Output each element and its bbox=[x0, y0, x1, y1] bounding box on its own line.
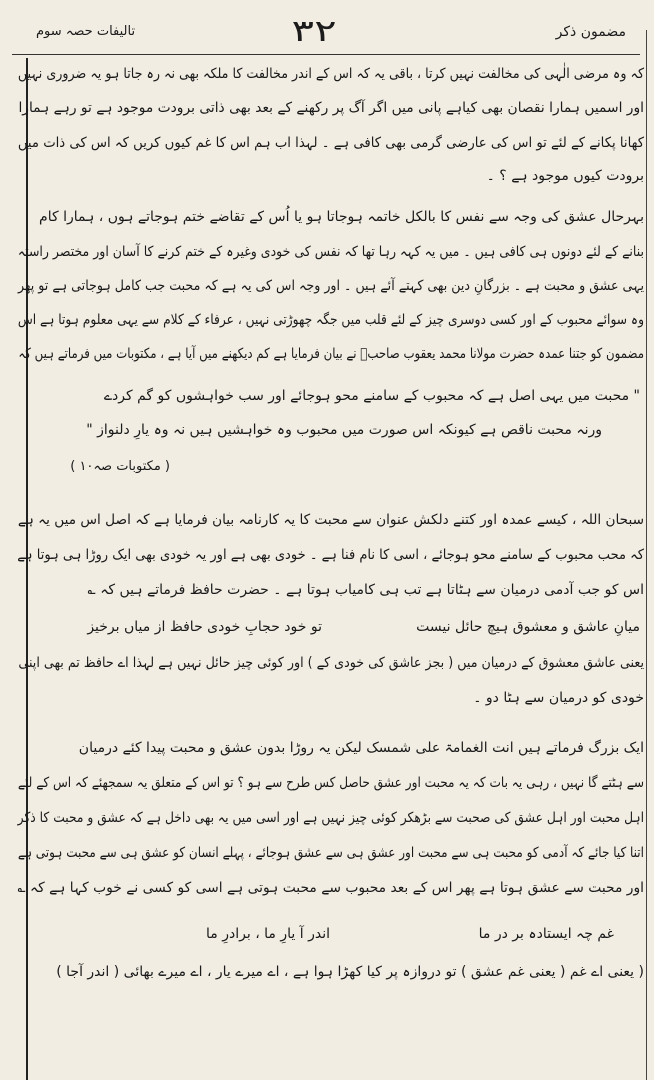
text-line: کہ وہ مرضی الٰہی کی مخالفت نہیں کرتا ، باقی یہ کہ اس کے اندر مخالفت کا ملکہ بھی نہ رہ جاتا ہو یہ ضروری نہیں bbox=[17, 66, 644, 82]
quote-line: ورنہ محبت ناقص ہے کیونکہ اس صورت میں محبوب وہ خواہشیں ہیں نہ وہ یارِ دلنواز " bbox=[86, 422, 602, 438]
text-line: یہی عشق و محبت ہے ۔ بزرگانِ دین بھی کہتے آئے ہیں ۔ اور وجہ اس کی یہ ہے کہ محبت جب کامل ہوجاتی ہے تو پھر bbox=[17, 278, 645, 294]
running-title-left: تالیفات حصہ سوم bbox=[36, 24, 136, 39]
verse-hemistich-1: میانِ عاشق و معشوق ہیچ حائل نیست bbox=[416, 619, 640, 635]
page-header bbox=[0, 0, 654, 60]
text-line: سے ہٹتے گا نہیں ، رہی یہ بات کہ یہ محبت اور عشق حاصل کس طرح سے ہو ؟ تو اس کے متعلق یہ سمجھئے کہ اس کے لئے bbox=[17, 775, 645, 791]
text-line: ( یعنی اے غم ( یعنی غم عشق ) تو دروازہ پر کیا کھڑا ہوا ہے ، اے میرے یار ، اے میرے بھائی ( اندر آجا ) bbox=[56, 964, 644, 980]
right-frame-line bbox=[646, 30, 647, 1080]
text-line: برودت کیوں موجود ہے ؟ ۔ bbox=[486, 168, 644, 184]
verse-hemistich-2: اندر آ یارِ ما ، برادرِ ما bbox=[206, 926, 330, 942]
text-line: اتنا کیا جائے کہ آدمی کو محبت ہی سے محبت اور عشق ہی سے عشق ہوجائے ، پہلے انسان کو عشق ہی سے محبت ہوتی ہے bbox=[17, 845, 644, 861]
page-number: ۳۲ bbox=[291, 14, 337, 49]
verse-hemistich-2: تو خود حجابِ خودی حافظ از میاں برخیز bbox=[87, 619, 322, 635]
citation: ( مکتوبات صہ۱۰ ) bbox=[70, 459, 170, 474]
text-line: اور محبت سے عشق ہوتا ہے پھر اس کے بعد محبوب سے محبت ہوتی ہے اسی کو کسی نے خوب کہا ہے کہ ؎ bbox=[17, 880, 645, 896]
text-line: اور اسمیں ہمارا نقصان بھی کیاہے پانی میں اگر آگ پر رکھنے کے بعد بھی ذاتی برودت موجود ہے تو رہے ہمارا bbox=[18, 100, 644, 116]
text-line: وہ سوائے محبوب کے اور کسی دوسری چیز کے لئے قلب میں جگہ چھوڑتی نہیں ، عرفاء کے کلام سے یہی معلوم ہوتا ہے اس bbox=[17, 312, 644, 328]
text-line: سبحان اللہ ، کیسے عمدہ اور کتنے دلکش عنوان سے محبت کا یہ کارنامہ بیان فرمایا ہے کہ اصل اس میں یہ ہے bbox=[17, 512, 645, 528]
running-title-right: مضمون ذکر bbox=[555, 24, 626, 40]
quote-line: " محبت میں یہی اصل ہے کہ محبوب کے سامنے محو ہوجائے اور سب خواہشوں کو گم کردے bbox=[103, 388, 640, 404]
text-line: مضمون کو جتنا عمدہ حضرت مولانا محمد یعقوب صاحبؒ نے بیان فرمایا ہے کم دیکھنے میں آیا ہے ، مکتوبات میں فرماتے ہیں کہ bbox=[18, 346, 644, 362]
text-line: کہ محب محبوب کے سامنے محو ہوجائے ، اسی کا نام فنا ہے ۔ خودی بھی ہے اور یہ خودی بھی ایک روڑا ہی ہوتا ہے bbox=[17, 547, 644, 563]
text-line: بہرحال عشق کی وجہ سے نفس کا بالکل خاتمہ ہوجاتا ہو یا اُس کے تقاضے ختم ہوجاتے ہوں ، ہمارا کام bbox=[39, 209, 644, 225]
text-line: ایک بزرگ فرماتے ہیں انت الغمامۃ علی شمسک لیکن یہ روڑا بدون عشق و محبت پیدا کئے درمیان bbox=[78, 740, 644, 756]
text-line: بنانے کے لئے دونوں ہی کافی ہیں ۔ میں یہ کہہ رہا تھا کہ نفس کی خودی وغیرہ کے ختم کرنے کا آسان اور مختصر راستہ bbox=[17, 244, 644, 260]
text-line: خودی کو درمیان سے ہٹا دو ۔ bbox=[473, 690, 644, 706]
verse-hemistich-1: غم چہ ایستادہ بر در ما bbox=[478, 926, 614, 942]
text-line: اس کو جب آدمی درمیان سے ہٹاتا ہے تب ہی کامیاب ہوتا ہے ۔ حضرت حافظ فرماتے ہیں کہ ؎ bbox=[87, 582, 644, 598]
text-line: کھانا پکانے کے لئے تو اس کی عارضی گرمی بھی کافی ہے ۔ لہذا اب ہم اس کا غم کیوں کریں کہ اس کی ذات میں bbox=[17, 135, 644, 151]
text-line: اہل محبت اور اہل عشق کی صحبت سے بڑھکر کوئی چیز نہیں ہے اور اسی میں یہ بھی داخل ہے کہ عشق و محبت کا ذکر bbox=[17, 810, 645, 826]
header-rule bbox=[12, 54, 640, 55]
text-line: یعنی عاشق معشوق کے درمیان میں ( بجز عاشق کی خودی کے ) اور کوئی چیز حائل نہیں ہے لہذا اے حافظ تم بھی اپنی bbox=[18, 655, 645, 671]
